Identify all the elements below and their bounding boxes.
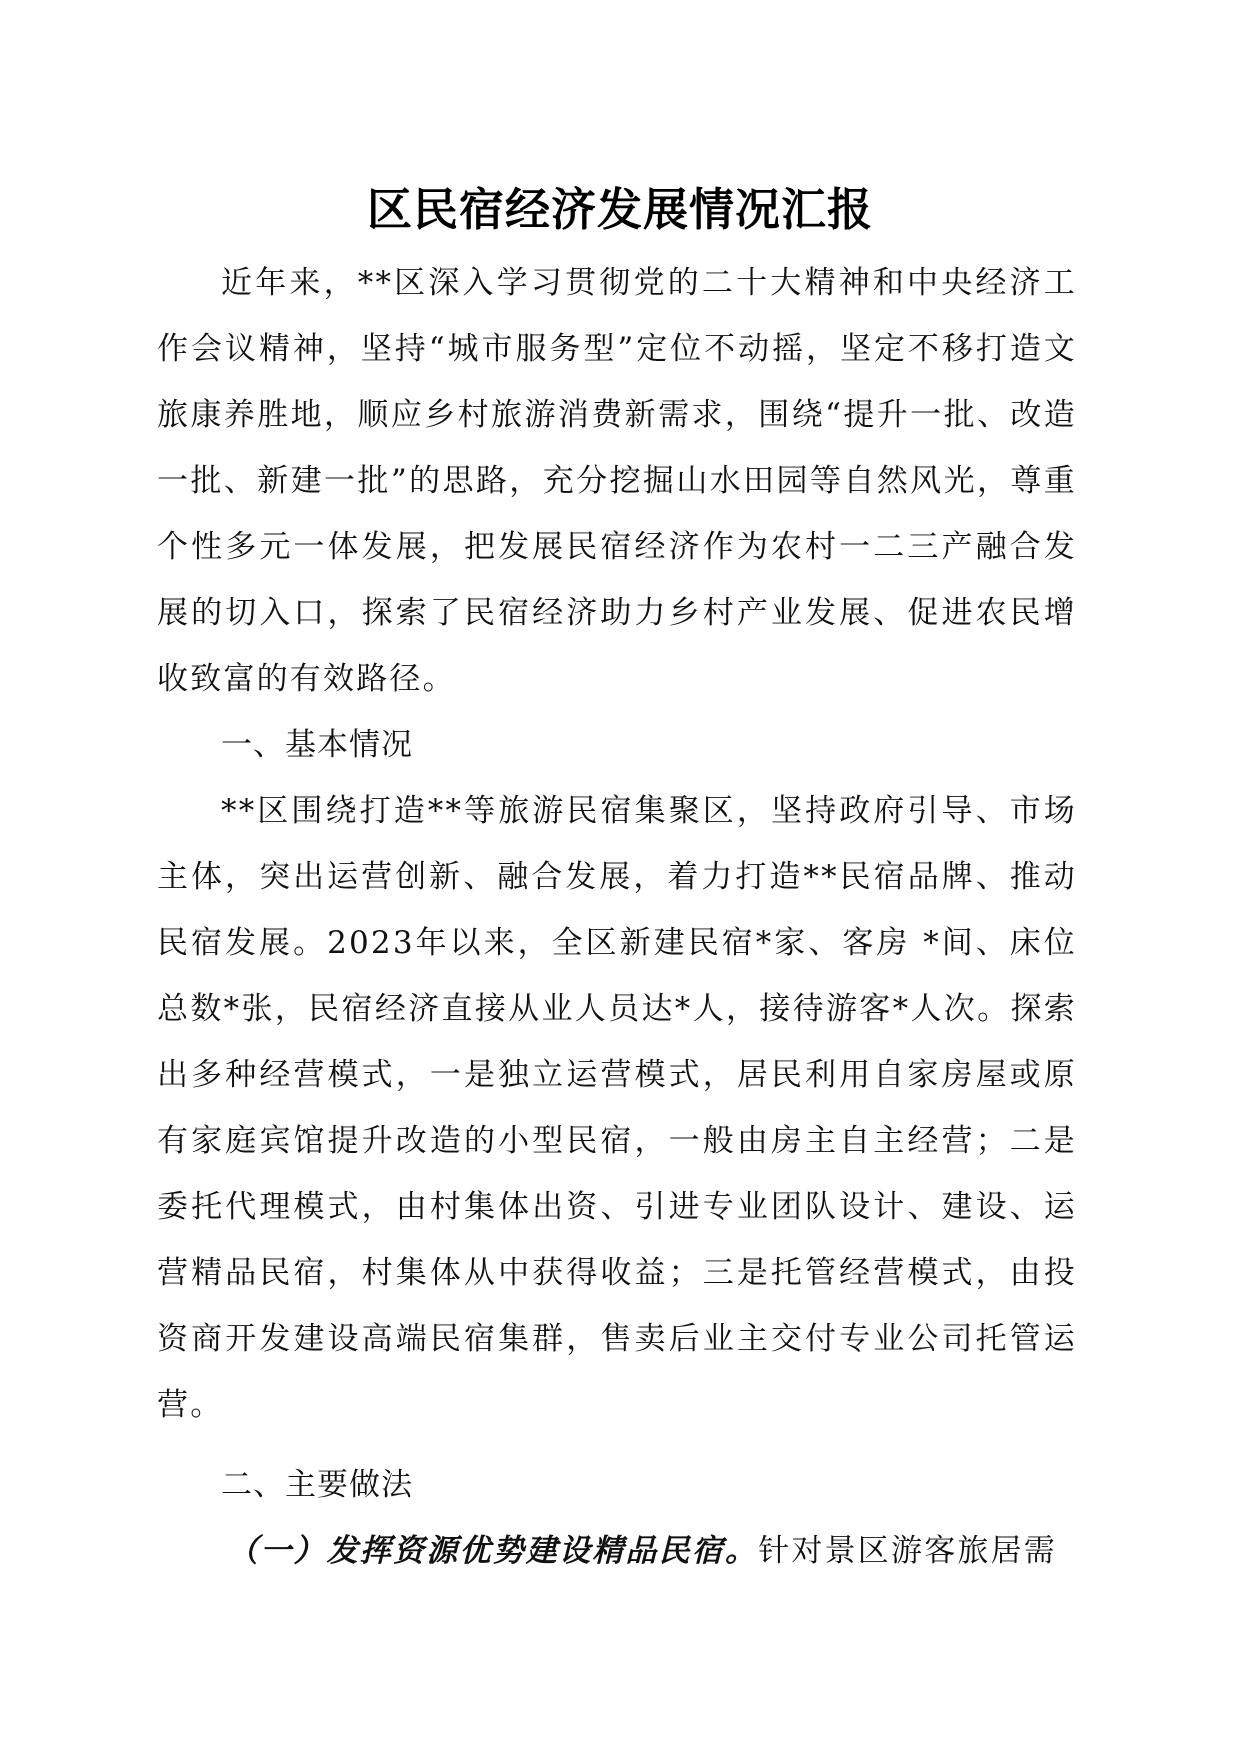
intro-paragraph: 近年来，**区深入学习贯彻党的二十大精神和中央经济工作会议精神，坚持“城市服务型”定位不动摇，坚定不移打造文旅康养胜地，顺应乡村旅游消费新需求，围绕“提升一批、改造一批、新建一批”的思路，充分挖掘山水田园等自然风光，尊重个性多元一体发展，把发展民宿经济作为农村一二三产融合发展的切入口，探索了民宿经济助力乡村产业发展、促进农民增收致富的有效路径。 (157, 265, 1077, 697)
subsection-lead: （一）发挥资源优势建设精品民宿。 (227, 1533, 759, 1569)
subsection-text: 针对景区游客旅居需 (758, 1533, 1058, 1569)
section-heading-main-practices: 二、主要做法 (221, 1467, 413, 1503)
basic-situation-paragraph: **区围绕打造**等旅游民宿集聚区，坚持政府引导、市场主体，突出运营创新、融合发展，着力打造**民宿品牌、推动民宿发展。2023年以来，全区新建民宿*家、客房 *间、床位总数*张，民宿经济直接从业人员达*人，接待游客*人次。探索出多种经营模式，一是独立运营模式，居民利用自家房屋或原有家庭宾馆提升改造的小型民宿，一般由房主自主经营；二是委托代理模式，由村集体出资、引进专业团队设计、建设、运营精品民宿，村集体从中获得收益；三是托管经营模式，由投资商开发建设高端民宿集群，售卖后业主交付专业公司托管运营。 (157, 793, 1077, 1423)
main-practices-paragraph (157, 1518, 1077, 1584)
document-body (157, 250, 1077, 1584)
document-title: 区民宿经济发展情况汇报 (366, 183, 873, 236)
section-heading-basic-situation: 一、基本情况 (221, 727, 413, 763)
